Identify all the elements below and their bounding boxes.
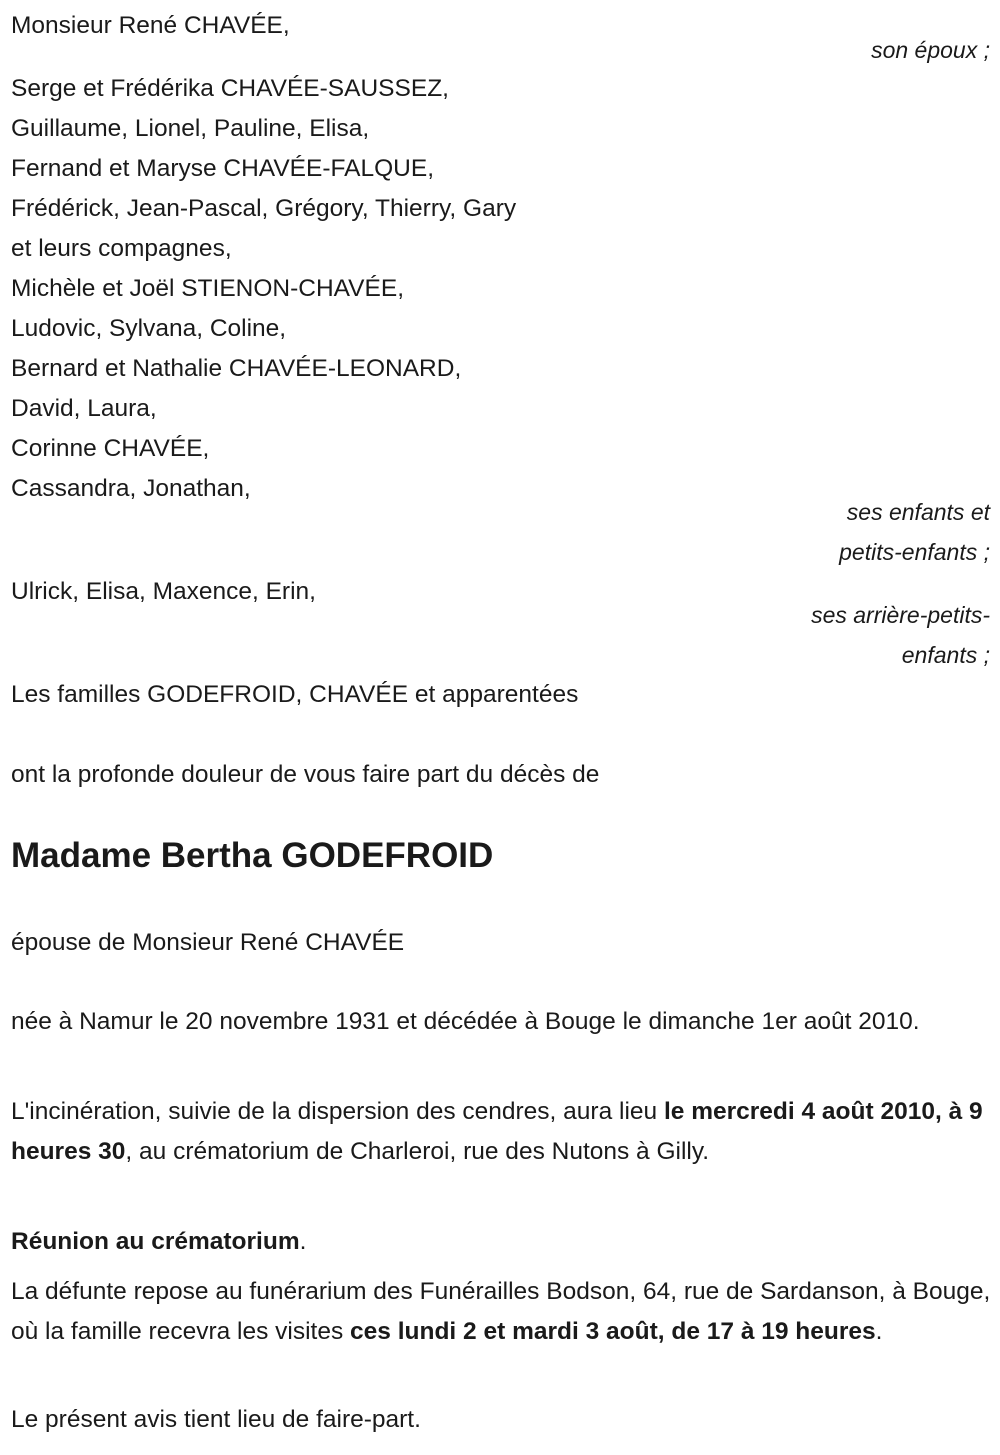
visits-info	[11, 1272, 993, 1352]
visits-times: ces lundi 2 et mardi 3 août, de 17 à 19 heures	[350, 1318, 876, 1345]
text: .	[299, 1228, 307, 1255]
family-line: Bernard et Nathalie CHAVÉE-LEONARD,	[11, 355, 462, 382]
family-line: Michèle et Joël STIENON-CHAVÉE,	[11, 275, 405, 302]
relation-spouse: son époux ;	[871, 37, 990, 63]
birth-death: née à Namur le 20 novembre 1931 et décédée à Bouge le dimanche 1er août 2010.	[11, 1008, 920, 1035]
families-line: Les familles GODEFROID, CHAVÉE et apparentées	[11, 681, 579, 708]
text: La défunte repose au funérarium des Funérailles Bodson, 64, rue de Sardanson, à Bouge, où la famille recevra les visites	[11, 1278, 991, 1345]
family-line: Serge et Frédérika CHAVÉE-SAUSSEZ,	[11, 75, 449, 102]
family-line: David, Laura,	[11, 395, 157, 422]
family-line: Monsieur René CHAVÉE,	[11, 12, 290, 39]
closing-note: Le présent avis tient lieu de faire-part.	[11, 1406, 421, 1433]
family-line: Cassandra, Jonathan,	[11, 475, 251, 502]
spouse-of: épouse de Monsieur René CHAVÉE	[11, 929, 405, 956]
deceased-name: Madame Bertha GODEFROID	[11, 836, 494, 875]
relation-children: ses enfants et	[846, 499, 990, 525]
reunion-info	[11, 1222, 993, 1262]
family-line: Guillaume, Lionel, Pauline, Elisa,	[11, 115, 370, 142]
family-line: et leurs compagnes,	[11, 235, 232, 262]
family-line: Fernand et Maryse CHAVÉE-FALQUE,	[11, 155, 434, 182]
family-line: Ludovic, Sylvana, Coline,	[11, 315, 287, 342]
text: .	[875, 1318, 883, 1345]
relation-children-2: petits-enfants ;	[839, 539, 990, 565]
cremation-date: le mercredi 4 août 2010, à 9 heures 30	[11, 1098, 983, 1165]
family-line: Ulrick, Elisa, Maxence, Erin,	[11, 578, 316, 605]
family-line: Frédérick, Jean-Pascal, Grégory, Thierry, Gary	[11, 195, 517, 222]
relation-great-grandchildren: ses arrière-petits-	[811, 602, 990, 628]
family-line: Corinne CHAVÉE,	[11, 435, 210, 462]
cremation-info	[11, 1092, 993, 1172]
announcement-line: ont la profonde douleur de vous faire part du décès de	[11, 761, 600, 788]
text: L'incinération, suivie de la dispersion des cendres, aura lieu	[11, 1098, 664, 1125]
relation-great-grandchildren-2: enfants ;	[901, 642, 990, 668]
text: , au crématorium de Charleroi, rue des Nutons à Gilly.	[125, 1138, 710, 1165]
reunion-text: Réunion au crématorium	[11, 1228, 300, 1255]
